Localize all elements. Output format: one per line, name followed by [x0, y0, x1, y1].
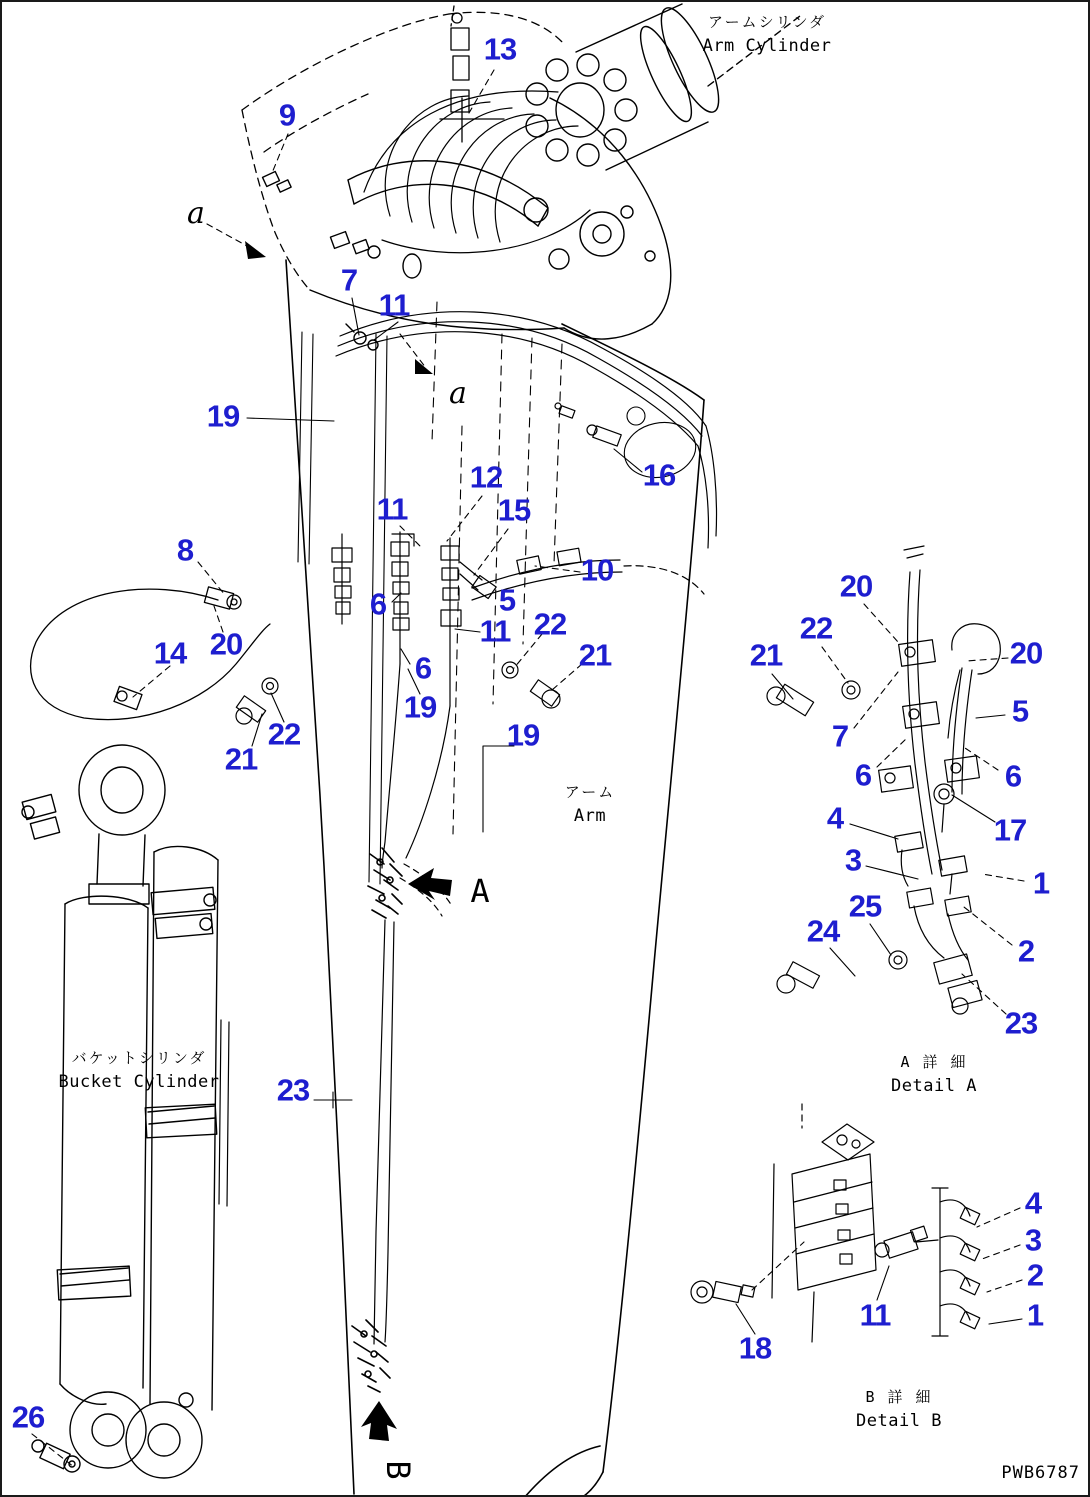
clamp-cluster-a [368, 848, 402, 918]
part-callout-13: 13 [483, 31, 517, 67]
part-callout-1: 1 [1032, 865, 1050, 901]
view-letter-a-mid: a [449, 376, 467, 411]
leader-arrowhead-a-upper [245, 241, 266, 259]
part-callout-7: 7 [340, 262, 358, 298]
part-callout-21: 21 [578, 637, 612, 673]
label-detail-a-en: Detail A [891, 1075, 977, 1096]
part-callout-3: 3 [844, 842, 862, 878]
part-callout-12: 12 [469, 459, 503, 495]
label-bucket-cylinder-en: Bucket Cylinder [58, 1071, 220, 1092]
part-callout-21: 21 [749, 637, 783, 673]
part-callout-17: 17 [993, 812, 1027, 848]
clamp-cluster-b [352, 1320, 390, 1392]
part-callout-15: 15 [497, 492, 531, 528]
leader-arrowhead-a-mid [415, 359, 433, 374]
part-callout-22: 22 [799, 610, 833, 646]
view-b-arrow [361, 1401, 397, 1441]
part-callout-20: 20 [839, 568, 873, 604]
part-callout-18: 18 [738, 1330, 772, 1366]
label-arm-cylinder-en: Arm Cylinder [702, 35, 832, 56]
part-callout-6: 6 [369, 586, 387, 622]
fitting-13-art [440, 6, 504, 142]
piping-bundle-art [336, 312, 717, 548]
part-callout-11: 11 [479, 613, 511, 649]
part-callout-25: 25 [848, 888, 882, 924]
view-letter-a-upper: a [187, 196, 205, 231]
label-arm-jp: アーム [564, 783, 616, 801]
part-callout-6: 6 [854, 757, 872, 793]
arm-pipes-art [219, 664, 452, 1344]
bucket-cylinder-art [22, 745, 218, 1478]
part-callout-22: 22 [267, 716, 301, 752]
part-callout-11: 11 [378, 287, 410, 323]
label-detail-b-jp: B 詳 細 [865, 1388, 933, 1406]
part-callout-19: 19 [206, 398, 240, 434]
view-letter-A: A [470, 872, 490, 910]
drawing-number: PWB6787 [1001, 1463, 1080, 1483]
view-arrows [245, 241, 452, 1441]
part-callout-20: 20 [209, 626, 243, 662]
part-callout-26: 26 [11, 1399, 45, 1435]
diagram-line-art [2, 2, 1090, 1497]
right-hose-art [469, 403, 704, 600]
part-callout-19: 19 [506, 717, 540, 753]
view-letter-B: B [379, 1460, 417, 1480]
part-callout-4: 4 [1024, 1185, 1042, 1221]
part-callout-1: 1 [1026, 1297, 1044, 1333]
part-callout-2: 2 [1026, 1257, 1044, 1293]
part-callout-4: 4 [826, 800, 844, 836]
part-callout-19: 19 [403, 689, 437, 725]
part-callout-5: 5 [498, 582, 516, 618]
part-callout-2: 2 [1017, 933, 1035, 969]
part-callout-7: 7 [831, 718, 849, 754]
part-callout-22: 22 [533, 606, 567, 642]
part-callout-16: 16 [642, 457, 676, 493]
part-callout-9: 9 [278, 97, 296, 133]
part-callout-23: 23 [1004, 1005, 1038, 1041]
label-arm-cylinder-jp: アームシリンダ [708, 13, 826, 31]
arm-inner-lines [298, 302, 701, 884]
part-callout-6: 6 [414, 650, 432, 686]
label-detail-b-en: Detail B [856, 1410, 942, 1431]
label-bucket-cylinder-jp: バケットシリンダ [71, 1049, 207, 1067]
part-callout-6: 6 [1004, 758, 1022, 794]
view-a-arrow [408, 868, 452, 900]
part-callout-10: 10 [580, 552, 614, 588]
part-callout-14: 14 [153, 635, 187, 671]
part-callout-23: 23 [276, 1072, 310, 1108]
detail-b-art [691, 1104, 980, 1342]
part-callout-11: 11 [859, 1297, 891, 1333]
part-callout-5: 5 [1011, 693, 1029, 729]
part-callout-11: 11 [376, 491, 408, 527]
arm-body-art [286, 260, 704, 1497]
part-callout-20: 20 [1009, 635, 1043, 671]
part-callout-24: 24 [806, 913, 840, 949]
arm-cylinder-art [526, 2, 800, 170]
part-callout-8: 8 [176, 532, 194, 568]
left-hose-art [31, 587, 270, 720]
part-callout-3: 3 [1024, 1222, 1042, 1258]
label-detail-a-jp: A 詳 細 [900, 1053, 968, 1071]
part-callout-21: 21 [224, 741, 258, 777]
label-arm-en: Arm [573, 805, 607, 826]
